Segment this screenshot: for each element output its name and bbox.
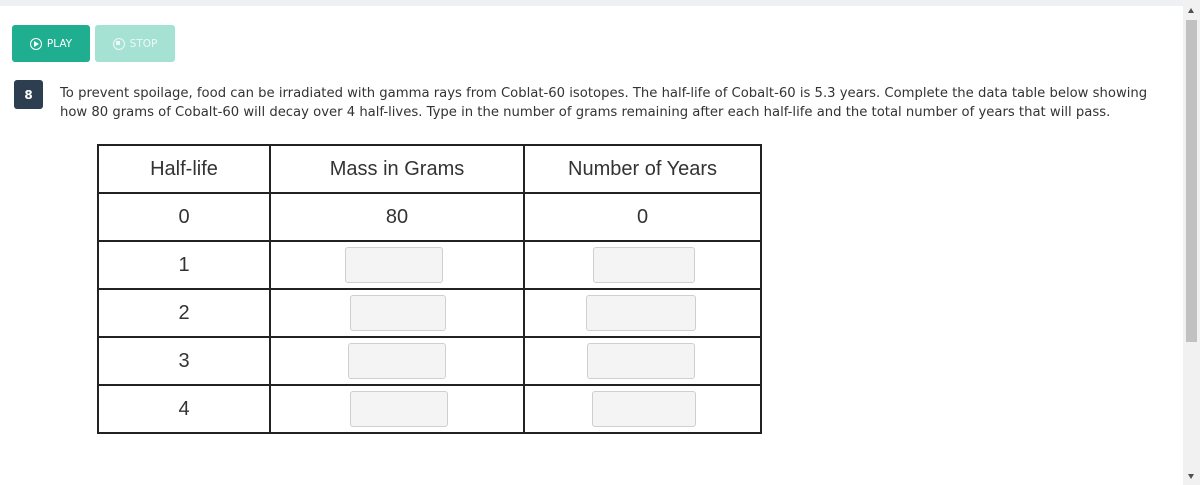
half-life-cell: 4	[98, 385, 270, 433]
play-circle-icon	[30, 38, 42, 50]
question-number-badge: 8	[14, 80, 43, 109]
mass-input-row-4[interactable]	[350, 391, 448, 427]
half-life-data-table	[97, 144, 762, 434]
table-row	[98, 193, 761, 241]
header-years: Number of Years	[524, 145, 761, 193]
years-input-row-1[interactable]	[593, 247, 695, 283]
table-row	[98, 385, 761, 433]
mass-input-row-2[interactable]	[350, 295, 446, 331]
half-life-cell: 2	[98, 289, 270, 337]
stop-label: STOP	[129, 37, 158, 50]
play-label: PLAY	[46, 37, 73, 50]
mass-cell	[270, 337, 524, 385]
top-border	[0, 0, 1183, 6]
scrollbar-thumb[interactable]	[1186, 20, 1197, 342]
stop-circle-icon	[113, 38, 125, 50]
play-button[interactable]	[12, 25, 90, 62]
header-half-life: Half-life	[98, 145, 270, 193]
years-cell	[524, 337, 761, 385]
half-life-cell: 1	[98, 241, 270, 289]
years-cell	[524, 289, 761, 337]
table-row	[98, 337, 761, 385]
years-cell	[524, 385, 761, 433]
years-input-row-2[interactable]	[586, 295, 696, 331]
header-mass: Mass in Grams	[270, 145, 524, 193]
years-cell: 0	[524, 193, 761, 241]
question-text: To prevent spoilage, food can be irradiated with gamma rays from Coblat-60 isotopes. The half-life of Cobalt-60 is 5.3 years. Complete the data table below showing how 80 grams of Cobalt-60 will decay over 4 half-lives. Type in the number of grams remaining after each half-life and the total number of years that will pass.	[60, 86, 1148, 120]
table-row	[98, 289, 761, 337]
mass-cell	[270, 241, 524, 289]
mass-input-row-3[interactable]	[348, 343, 446, 379]
mass-input-row-1[interactable]	[345, 247, 443, 283]
mass-cell	[270, 385, 524, 433]
half-life-cell: 0	[98, 193, 270, 241]
years-cell	[524, 241, 761, 289]
stop-button[interactable]	[95, 25, 175, 62]
table-row	[98, 241, 761, 289]
years-input-row-3[interactable]	[587, 343, 695, 379]
mass-cell: 80	[270, 193, 524, 241]
years-input-row-4[interactable]	[592, 391, 696, 427]
half-life-cell: 3	[98, 337, 270, 385]
scroll-up-arrow-icon[interactable]	[1188, 8, 1194, 13]
mass-cell	[270, 289, 524, 337]
table-header-row	[98, 145, 761, 193]
scroll-down-arrow-icon[interactable]	[1188, 474, 1194, 479]
vertical-scrollbar[interactable]	[1183, 0, 1200, 485]
